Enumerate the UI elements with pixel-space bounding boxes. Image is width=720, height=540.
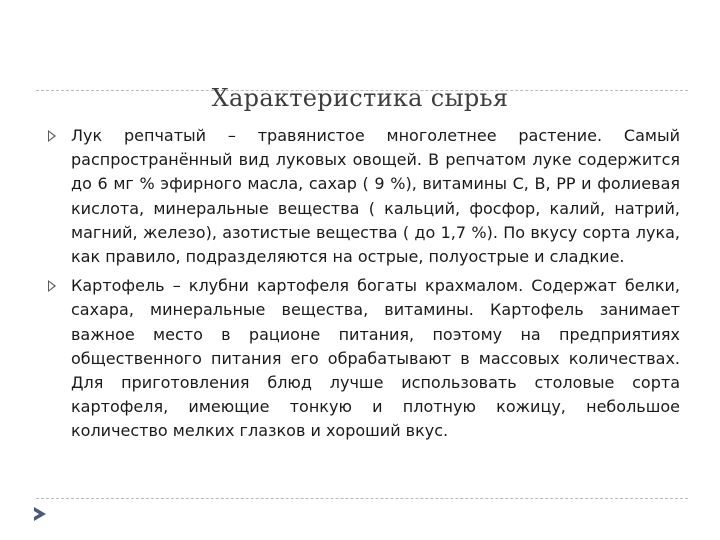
list-item-potato — [46, 274, 680, 443]
bottom-divider — [36, 498, 688, 499]
triangle-bullet-icon — [48, 280, 56, 292]
slide-title: Характеристика сырья — [211, 84, 509, 112]
triangle-bullet-icon — [48, 130, 56, 142]
nav-arrow-icon[interactable] — [33, 506, 47, 522]
term-onion: Лук репчатый — [71, 126, 207, 145]
description-onion: – травянистое многолетнее растение. Самый распространённый вид луковых овощей. В репчатом луке содержится до 6 мг % эфирного масла, сахар ( 9 %), витамины С, В, РР и фолиевая кислота, минеральные вещества ( кальций, фосфор, калий, натрий, магний, железо), азотистые вещества ( до 1,7 %). По вкусу сорта лука, как правило, подразделяются на острые, полуострые и сладкие. — [71, 126, 680, 267]
slide-body — [46, 124, 680, 449]
description-potato: – клубни картофеля богаты крахмалом. Содержат белки, сахара, минеральные вещества, витамины. Картофель занимает важное место в рационе питания, поэтому на предприятиях общественного питания его обрабатывают в массовых количествах. Для приготовления блюд лучше использовать столовые сорта картофеля, имеющие тонкую и плотную кожицу, небольшое количество мелких глазков и хороший вкус. — [71, 276, 680, 441]
list-item-onion — [46, 124, 680, 269]
term-potato: Картофель — [71, 276, 165, 296]
